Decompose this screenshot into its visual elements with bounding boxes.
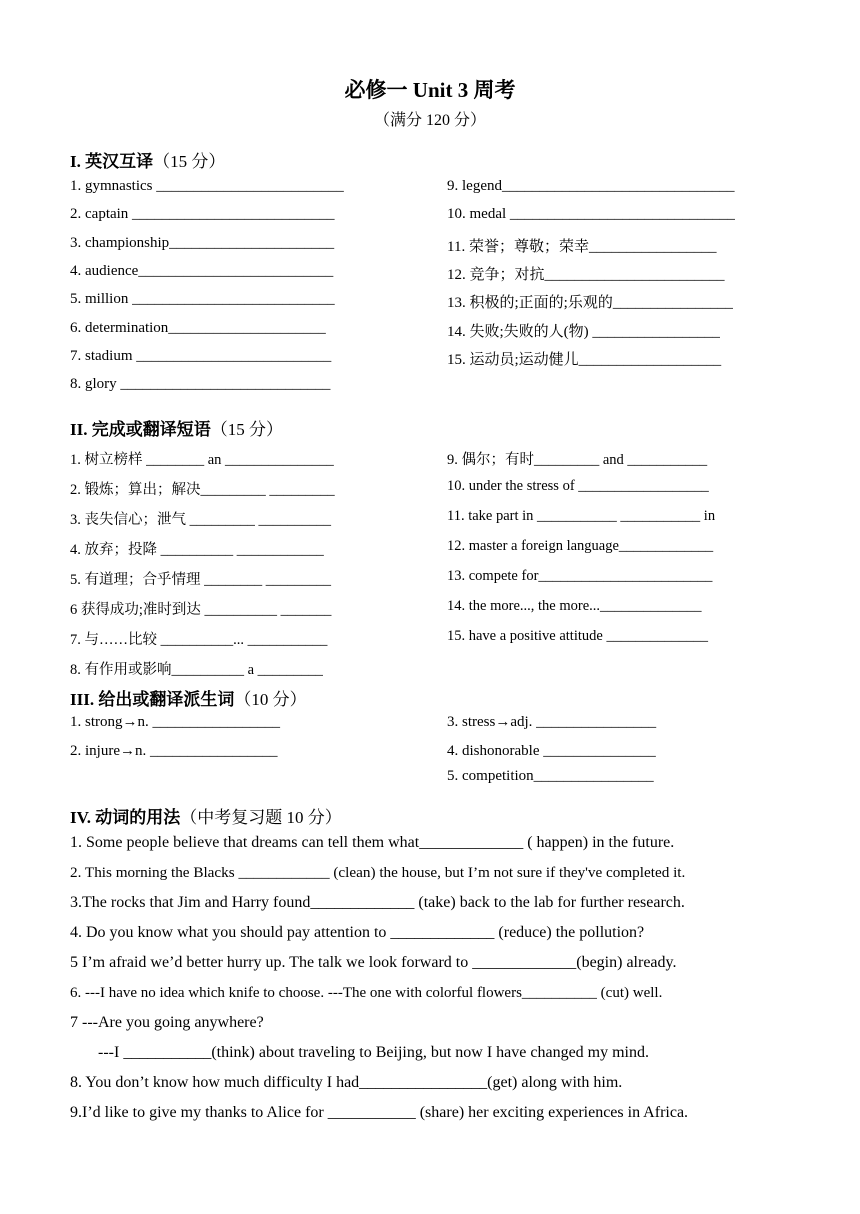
section-3-heading [70,685,307,710]
s2-item-12: 12. master a foreign language_____________ [447,538,714,554]
s1-item-13: 13. 积极的;正面的;乐观的________________ [447,295,733,311]
s1-item-14: 14. 失败;失败的人(物) _________________ [447,324,720,340]
s4-item-7: 7 ---Are you going anywhere? [70,1014,264,1031]
section-2-points: （15 分） [210,420,283,439]
s3-item-3: 3. stress→adj. ________________ [447,714,657,730]
section-2-title: II. 完成或翻译短语 [70,420,211,439]
s4-item-3: 3.The rocks that Jim and Harry found_____________ (take) back to the lab for further research. [70,894,685,911]
section-3-title: III. 给出或翻译派生词 [70,690,235,709]
s2-item-14: 14. the more..., the more...______________ [447,598,702,614]
s2-item-8: 8. 有作用或影响__________ a _________ [70,662,323,678]
s4-item-2: 2. This morning the Blacks ____________ (clean) the house, but I’m not sure if they've completed it. [70,864,686,881]
s4-item-1: 1. Some people believe that dreams can tell them what_____________ ( happen) in the future. [70,834,675,851]
s1-item-5: 5. million ___________________________ [70,291,335,307]
s1-item-2: 2. captain ___________________________ [70,206,335,222]
s2-item-15: 15. have a positive attitude ______________ [447,628,708,644]
s1-item-11: 11. 荣誉；尊敬；荣幸_________________ [447,239,717,255]
s1-item-10: 10. medal ______________________________ [447,206,735,222]
s2-item-7: 7. 与……比较 __________... ___________ [70,632,328,648]
s4-item-9: 9.I’d like to give my thanks to Alice for ___________ (share) her exciting experiences in Africa. [70,1104,689,1121]
s1-item-3: 3. championship______________________ [70,235,335,251]
page-subtitle: （满分 120 分） [373,112,486,129]
section-4-title: IV. 动词的用法 [70,808,181,827]
s2-item-5: 5. 有道理；合乎情理 ________ _________ [70,572,331,588]
s1-item-8: 8. glory ____________________________ [70,376,331,392]
s4-item-5: 5 I’m afraid we’d better hurry up. The talk we look forward to _____________(begin) already. [70,954,677,971]
s4-item-4: 4. Do you know what you should pay attention to _____________ (reduce) the pollution? [70,924,645,941]
s1-item-12: 12. 竞争；对抗________________________ [447,267,725,283]
s2-item-10: 10. under the stress of __________________ [447,478,709,494]
section-1-heading [70,147,225,172]
s2-item-2: 2. 锻炼；算出；解决_________ _________ [70,482,335,498]
s4-item-6: 6. ---I have no idea which knife to choose. ---The one with colorful flowers__________ (cut) well. [70,985,663,1001]
s1-item-1: 1. gymnastics _________________________ [70,178,344,194]
s2-item-6: 6 获得成功;准时到达 __________ _______ [70,602,332,618]
section-3-points: （10 分） [234,690,307,709]
s4-item-8: 8. You don’t know how much difficulty I had________________(get) along with him. [70,1074,623,1091]
s1-item-4: 4. audience__________________________ [70,263,334,279]
s1-item-6: 6. determination_____________________ [70,320,326,336]
s2-item-9: 9. 偶尔；有时_________ and ___________ [447,452,708,468]
s2-item-13: 13. compete for________________________ [447,568,713,584]
s3-item-2: 2. injure→n. _________________ [70,743,278,759]
page-title: 必修一 Unit 3 周考 [344,78,516,102]
section-1-points: （15 分） [153,152,226,171]
section-4-heading [70,803,342,828]
s1-item-7: 7. stadium __________________________ [70,348,332,364]
s3-item-4: 4. dishonorable _______________ [447,743,656,759]
s3-item-1: 1. strong→n. _________________ [70,714,280,730]
s4-item-7-reply: ---I ___________(think) about traveling to Beijing, but now I have changed my mind. [98,1044,649,1061]
s1-item-15: 15. 运动员;运动健儿___________________ [447,352,722,368]
s2-item-1: 1. 树立榜样 ________ an _______________ [70,452,334,468]
s3-item-5: 5. competition________________ [447,768,654,784]
s2-item-4: 4. 放弃；投降 __________ ____________ [70,542,324,558]
section-1-title: I. 英汉互译 [70,152,154,171]
section-2-heading [70,415,283,440]
s2-item-3: 3. 丧失信心；泄气 _________ __________ [70,512,331,528]
section-4-points: （中考复习题 10 分） [180,808,342,827]
s1-item-9: 9. legend_______________________________ [447,178,735,194]
s2-item-11: 11. take part in ___________ ___________ in [447,508,716,524]
